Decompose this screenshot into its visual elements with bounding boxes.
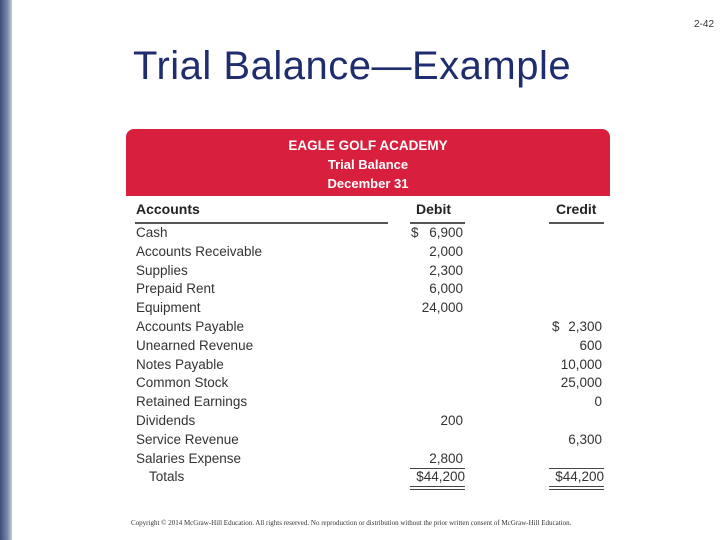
table-row (0, 412, 720, 431)
credit-dollar-sign: $ (552, 318, 560, 334)
copyright-notice: Copyright © 2014 McGraw-Hill Education. All rights reserved. No reproduction or distribution without the prior written consent of McGraw-Hill Education. (131, 519, 572, 527)
account-name: Salaries Expense (136, 450, 242, 466)
report-date: December 31 (327, 176, 409, 191)
debit-amount: 2,300 (429, 262, 463, 278)
table-row (0, 450, 720, 469)
table-row (0, 318, 720, 337)
account-name: Service Revenue (136, 431, 239, 447)
table-row (0, 374, 720, 393)
account-name: Retained Earnings (136, 394, 248, 410)
company-name: EAGLE GOLF ACADEMY (288, 138, 448, 153)
credit-amount: 0 (594, 394, 602, 410)
column-header-accounts: Accounts (136, 201, 200, 217)
slide-title: Trial Balance—Example (133, 44, 572, 88)
credit-amount: 2,300 (568, 318, 602, 334)
credit-amount: 600 (579, 337, 602, 353)
credit-total-double-rule (549, 486, 604, 487)
debit-amount: 6,000 (429, 281, 463, 297)
account-name: Equipment (136, 300, 201, 316)
table-row (0, 299, 720, 318)
totals-label: Totals (149, 469, 185, 485)
table-row (0, 224, 720, 243)
debit-amount: 200 (440, 412, 463, 428)
account-name: Cash (136, 225, 168, 240)
debit-dollar-sign: $ (411, 225, 419, 240)
account-name: Prepaid Rent (136, 281, 215, 297)
trial-balance-rows (0, 224, 720, 487)
table-row (0, 356, 720, 375)
table-row (0, 337, 720, 356)
table-row (0, 431, 720, 450)
totals-row (0, 468, 720, 487)
trial-balance-header (126, 129, 610, 196)
debit-total-double-rule (410, 489, 465, 490)
debit-amount: 2,000 (429, 243, 463, 259)
account-name: Supplies (136, 262, 188, 278)
table-row (0, 280, 720, 299)
credit-amount: 25,000 (560, 375, 602, 391)
debit-amount: 6,900 (429, 225, 463, 240)
credit-total: $44,200 (555, 469, 604, 485)
account-name: Dividends (136, 412, 196, 428)
table-row (0, 393, 720, 412)
slide-number: 2-42 (693, 19, 714, 30)
account-name: Accounts Receivable (136, 243, 263, 259)
column-header-debit: Debit (416, 201, 451, 217)
account-name: Accounts Payable (136, 318, 245, 334)
debit-total-double-rule (410, 486, 465, 487)
table-row (0, 262, 720, 281)
account-name: Notes Payable (136, 356, 224, 372)
credit-amount: 10,000 (560, 356, 602, 372)
debit-amount: 24,000 (421, 300, 463, 316)
report-name: Trial Balance (327, 157, 409, 172)
column-header-credit: Credit (556, 201, 597, 217)
credit-total-double-rule (549, 489, 604, 490)
account-name: Unearned Revenue (136, 337, 254, 353)
debit-amount: 2,800 (429, 450, 463, 466)
account-name: Common Stock (136, 375, 229, 391)
debit-total: $44,200 (416, 469, 465, 485)
credit-amount: 6,300 (568, 431, 602, 447)
table-row (0, 243, 720, 262)
